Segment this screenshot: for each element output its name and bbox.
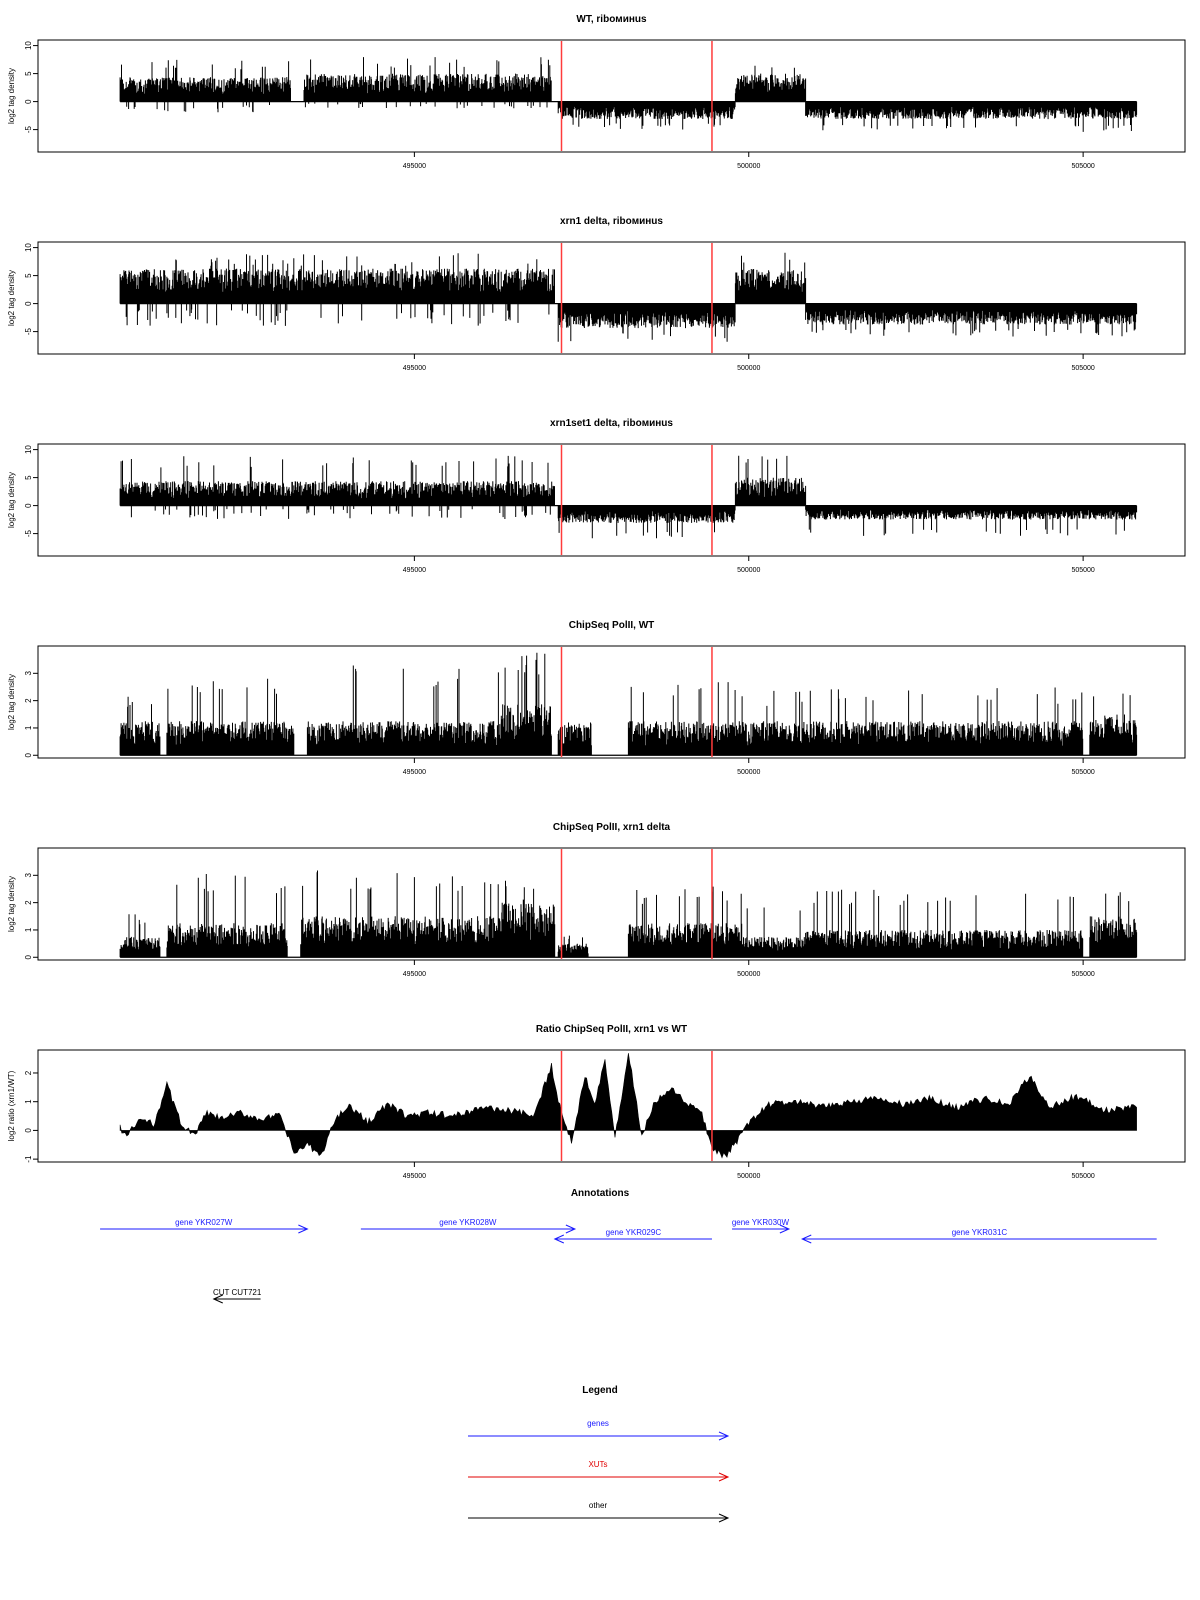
x-tick-label: 505000	[1071, 163, 1095, 170]
y-tick-label: 1	[24, 1099, 34, 1104]
annotations-track	[100, 1188, 1157, 1303]
y-tick-label: 0	[24, 1128, 34, 1133]
feature-label: CUT CUT721	[213, 1288, 262, 1297]
y-tick-label: 10	[24, 243, 34, 253]
x-tick-label: 505000	[1071, 769, 1095, 776]
chart-panel-2	[7, 216, 1185, 372]
y-tick-label: 1	[24, 725, 34, 731]
ratio-area	[120, 1053, 1137, 1158]
y-tick-label: -5	[24, 126, 34, 134]
signal-bars	[120, 253, 1137, 342]
y-axis-label: log2 tag density	[7, 471, 17, 529]
y-axis-label: log2 tag density	[7, 269, 17, 327]
x-tick-label: 505000	[1071, 567, 1095, 574]
legend	[468, 1385, 728, 1522]
feature-gene-ykr028w	[361, 1218, 575, 1233]
y-tick-label: 5	[24, 273, 34, 278]
x-tick-label: 495000	[402, 567, 427, 574]
feature-gene-ykr027w	[100, 1218, 307, 1233]
signal-bars	[120, 57, 1137, 132]
legend-label: other	[588, 1501, 608, 1510]
y-tick-label: 2	[24, 1070, 34, 1076]
x-tick-label: 500000	[737, 971, 761, 978]
signal-bars	[120, 653, 1137, 756]
y-tick-label: 0	[24, 301, 34, 306]
chart-title: xrn1 delta, riboминus	[560, 216, 663, 227]
x-tick-label: 500000	[737, 1173, 761, 1180]
y-tick-label: -1	[24, 1155, 34, 1163]
y-tick-label: 10	[24, 445, 34, 455]
legend-entry-genes	[468, 1419, 728, 1440]
chart-title: xrn1set1 delta, riboминus	[550, 418, 673, 429]
chart-panel-4	[7, 620, 1185, 776]
y-tick-label: 0	[24, 99, 34, 104]
y-tick-label: 0	[24, 503, 34, 508]
y-tick-label: 2	[24, 698, 34, 703]
x-tick-label: 495000	[402, 971, 427, 978]
feature-gene-ykr029c	[555, 1228, 712, 1243]
legend-label: XUTs	[588, 1460, 608, 1469]
x-tick-label: 495000	[402, 769, 427, 776]
x-tick-label: 500000	[737, 567, 761, 574]
x-tick-label: 505000	[1071, 365, 1095, 372]
feature-label: gene YKR031C	[951, 1228, 1008, 1237]
feature-label: gene YKR030W	[731, 1218, 790, 1227]
legend-title: Legend	[582, 1385, 618, 1396]
y-tick-label: 10	[24, 41, 34, 51]
x-tick-label: 505000	[1071, 1173, 1095, 1180]
y-tick-label: 2	[24, 900, 34, 905]
x-tick-label: 500000	[737, 163, 761, 170]
x-tick-label: 500000	[737, 769, 761, 776]
feature-label: gene YKR027W	[175, 1218, 233, 1227]
y-tick-label: 3	[24, 873, 34, 878]
x-tick-label: 495000	[402, 365, 427, 372]
signal-bars	[120, 456, 1137, 539]
chart-panel-5	[7, 822, 1185, 978]
chart-panel-3	[7, 418, 1185, 574]
x-tick-label: 495000	[402, 1173, 427, 1180]
feature-label: gene YKR029C	[605, 1228, 662, 1237]
feature-gene-ykr030w	[732, 1218, 790, 1233]
y-tick-label: -5	[24, 328, 34, 336]
x-tick-label: 495000	[402, 163, 427, 170]
y-tick-label: 3	[24, 671, 34, 676]
y-axis-label: log2 ratio (xrn1/WT)	[7, 1070, 17, 1142]
chart-panel-6	[7, 1024, 1185, 1180]
chart-title: ChipSeq PolII, xrn1 delta	[552, 822, 671, 833]
y-axis-label: log2 tag density	[7, 875, 17, 933]
y-tick-label: 1	[24, 927, 34, 933]
legend-entry-other	[468, 1501, 728, 1522]
y-axis-label: log2 tag density	[7, 673, 17, 731]
feature-label: gene YKR028W	[439, 1218, 497, 1227]
legend-entry-xuts	[468, 1460, 728, 1481]
y-axis-label: log2 tag density	[7, 67, 17, 125]
y-tick-label: 5	[24, 71, 34, 76]
y-tick-label: -5	[24, 530, 34, 538]
feature-gene-ykr031c	[802, 1228, 1156, 1243]
annotations-title: Annotations	[570, 1188, 630, 1199]
y-tick-label: 0	[24, 955, 34, 960]
legend-label: genes	[587, 1419, 609, 1428]
x-tick-label: 500000	[737, 365, 761, 372]
chart-title: Ratio ChipSeq PolII, xrn1 vs WT	[535, 1024, 688, 1035]
chart-title: ChipSeq PolII, WT	[568, 620, 655, 631]
chart-title: WT, riboминus	[576, 14, 647, 25]
feature-cut-cut721	[213, 1288, 262, 1303]
x-tick-label: 505000	[1071, 971, 1095, 978]
y-tick-label: 0	[24, 753, 34, 758]
y-tick-label: 5	[24, 475, 34, 480]
signal-bars	[120, 871, 1137, 958]
chart-panel-1	[7, 14, 1185, 170]
